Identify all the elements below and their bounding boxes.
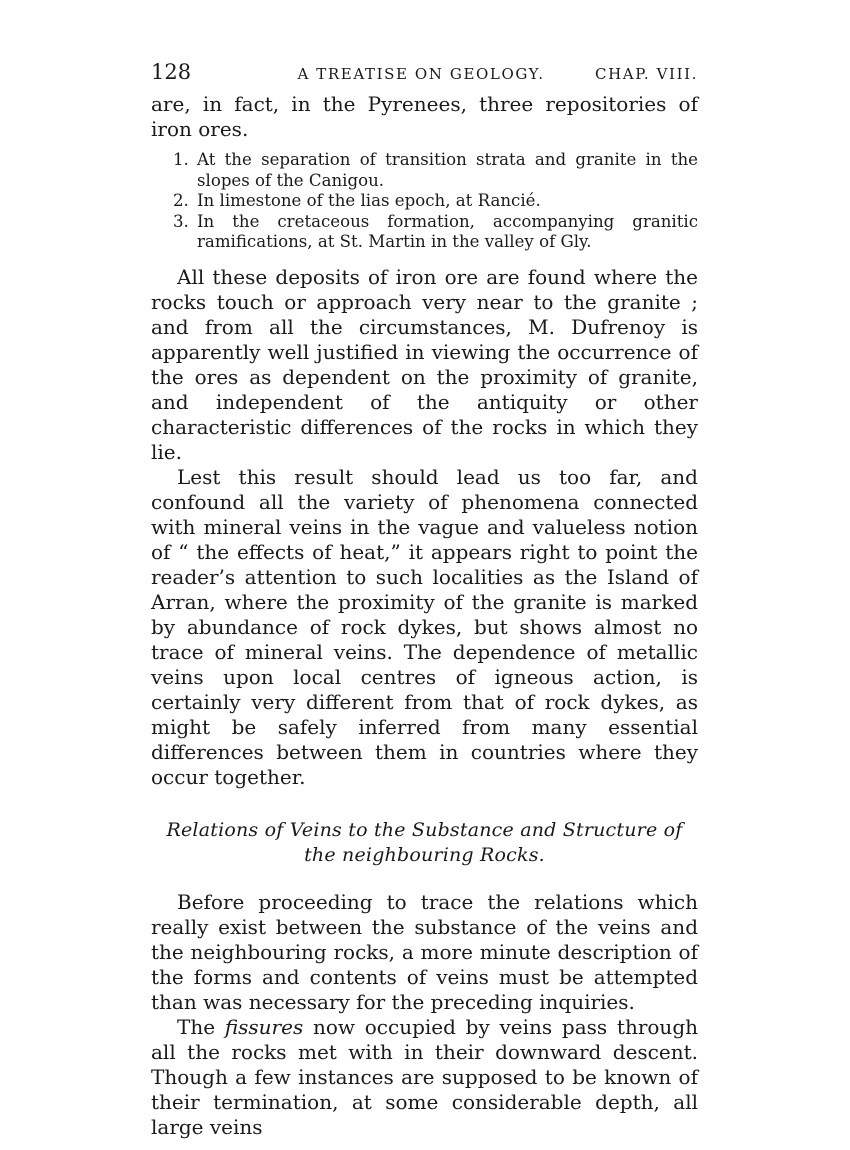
ore-repositories-list	[151, 150, 698, 253]
paragraph-arran: Lest this result should lead us too far, and confound all the variety of phenomena connected with mineral veins in the vague and valueless notion of “ the effects of heat,” it appears right to point the reader’s attention to such localities as the Island of Arran, where the proximity of the granite is marked by abundance of rock dykes, but shows almost no trace of mineral veins. The dependence of metallic veins upon local centres of igneous action, is certainly very different from that of rock dykes, as might be safely inferred from many essential differences between them in countries where they occur together.	[151, 464, 698, 789]
list-item-text: In the cretaceous formation, accompanying granitic ramifications, at St. Martin in the valley of Gly.	[197, 211, 698, 251]
list-item	[151, 191, 698, 212]
section-heading-line-2: the neighbouring Rocks.	[304, 843, 545, 866]
list-item-number: 3.	[173, 211, 189, 231]
running-title: A TREATISE ON GEOLOGY.	[297, 65, 545, 83]
intro-paragraph: are, in fact, in the Pyrenees, three repositories of iron ores.	[151, 92, 698, 141]
paragraph-before-proceeding: Before proceeding to trace the relations which really exist between the substance of the veins and the neighbouring rocks, a more minute description of the forms and contents of veins must be attempted than was necessary for the preceding inquiries.	[151, 889, 698, 1014]
section-heading	[151, 818, 698, 868]
paragraph-fissures	[151, 1015, 698, 1140]
fissures-rest: now occupied by veins pass through all the rocks met with in their downward descent. Though a few instances are supposed to be known of their termination, at some considerable depth, all large veins	[151, 1014, 699, 1139]
section-heading-line-1: Relations of Veins to the Substance and Structure of	[166, 818, 683, 841]
list-item	[151, 150, 698, 191]
list-item-number: 1.	[173, 150, 189, 169]
fissures-emphasis: fissures	[224, 1014, 304, 1039]
list-item-text: In limestone of the lias epoch, at Rancié.	[197, 191, 541, 210]
fissures-lead: The	[177, 1014, 225, 1039]
list-item-text: At the separation of transition strata and granite in the slopes of the Canigou.	[197, 150, 698, 190]
chapter-label: CHAP. VIII.	[595, 65, 698, 83]
list-item	[151, 212, 698, 253]
book-page	[151, 60, 698, 1140]
paragraph-iron-deposits: All these deposits of iron ore are found where the rocks touch or approach very near to the granite ; and from all the circumstances, M. Dufrenoy is apparently well justified in viewing the occurrence of the ores as dependent on the proximity of granite, and independent of the antiquity or other characteristic differences of the rocks in which they lie.	[151, 264, 698, 464]
list-item-number: 2.	[173, 191, 189, 210]
running-head	[151, 60, 698, 92]
page-number: 128	[151, 60, 192, 84]
